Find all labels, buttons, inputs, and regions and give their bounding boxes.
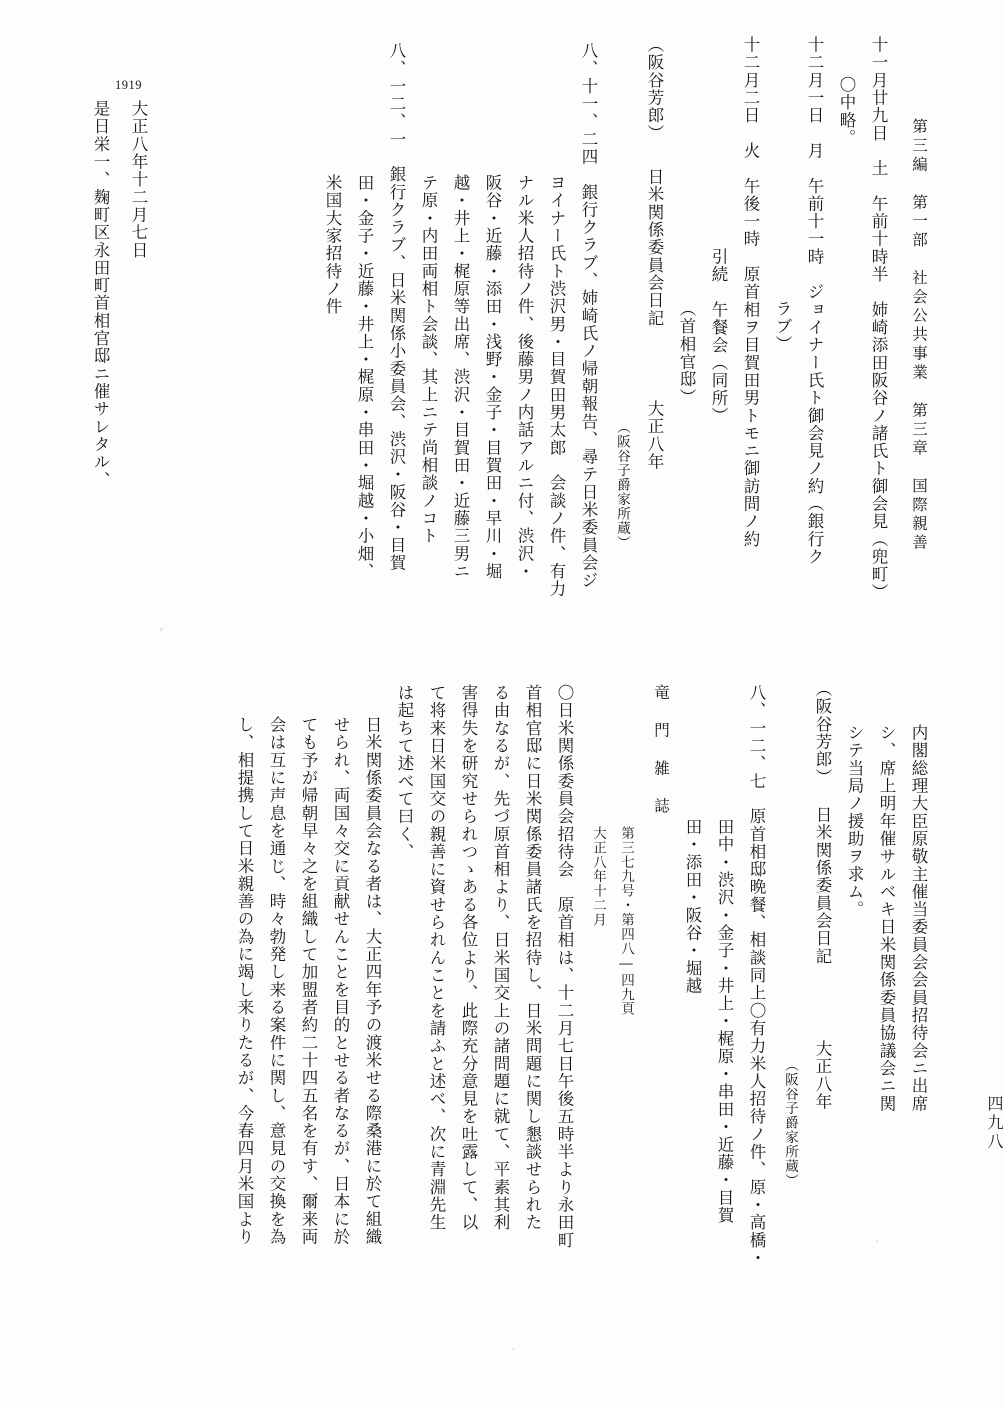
left-diary-item-3: 田・添田・阪谷・堀越 bbox=[683, 818, 702, 995]
left-diary-item-2: 田中・渋沢・金子・井上・梶原・串田・近藤・目賀 bbox=[715, 818, 734, 1225]
right-diary-item-8: 田・金子・近藤・井上・梶原・串田・堀越・小畑、 bbox=[355, 174, 374, 581]
magazine-date: 大正八年十二月 bbox=[590, 826, 606, 928]
cabinet-note-line-2: シ、席上明年催サルベキ日米関係委員協議会ニ関 bbox=[877, 724, 896, 1113]
right-diary-item-2: ヨイナー氏ト渋沢男・目賀田男太郎 会談ノ件、有力 bbox=[547, 174, 566, 598]
paper-speck bbox=[876, 1240, 878, 1242]
article-line-11: し、相提携して日米親善の為に竭し来りたるが、今春四月米国より bbox=[235, 716, 254, 1246]
paper-speck bbox=[160, 628, 163, 631]
article-line-4: 害得失を研究せられつゝある各位より、此際充分意見を吐露して、以 bbox=[459, 684, 478, 1232]
article-line-2: 首相官邸に日米関係委員諸氏を招待し、日米問題に関し懇談せられた bbox=[523, 684, 542, 1232]
magazine-title: 竜 門 雑 誌 bbox=[652, 684, 670, 817]
right-diary-item-6: テ原・内田両相ト会談、其上ニテ尚相談ノコト bbox=[419, 174, 438, 545]
article-line-1: 〇日米関係委員会招待会 原首相は、十二月七日午後五時半より永田町 bbox=[555, 684, 574, 1249]
entry-2-note: ラブ） bbox=[773, 300, 792, 353]
left-diary-item-1: 八、一二、七 原首相邸晩餐、相談同上〇有力米人招待ノ件、原・高橋・ bbox=[747, 684, 766, 1267]
entry-1-note: 〇中略。 bbox=[837, 76, 856, 147]
left-diary-era: 大正八年 bbox=[813, 1040, 832, 1111]
bottom-text: 是日栄一、麹町区永田町首相官邸ニ催サレタル、 bbox=[91, 100, 110, 489]
entry-3-note: （首相官邸） bbox=[677, 300, 696, 406]
article-line-10: 会は互に声息を通じ、時々勃発し来る案件に関し、意見の交換を為 bbox=[267, 716, 286, 1246]
entry-3-date: 十二月二日 火 午後一時 原首相ヲ目賀田男トモニ御訪問ノ約 bbox=[741, 36, 760, 548]
entry-3-note-sub: 引続 午餐会（同所） bbox=[709, 248, 728, 425]
cabinet-note-line-3: シテ当局ノ援助ヲ求ム。 bbox=[845, 724, 864, 919]
entry-1-date: 十一月廿九日 土 午前十時半 姉崎添田阪谷ノ諸氏ト御会見（兜町） bbox=[869, 36, 888, 601]
left-diary-author: （阪谷芳郎） bbox=[813, 680, 832, 786]
article-line-7: 日米関係委員会なる者は、大正四年予の渡米せる際桑港に於て組織 bbox=[363, 716, 382, 1246]
entry-2-date: 十二月一日 月 午前十一時 ジョイナー氏ト御会見ノ約（銀行ク bbox=[805, 36, 824, 566]
paper-speck bbox=[512, 1348, 514, 1350]
right-diary-item-5: 越・井上・梶原等出席、渋沢・目賀田・近藤三男ニ bbox=[451, 174, 470, 581]
bottom-era-date: 大正八年十二月七日 bbox=[129, 100, 148, 259]
article-line-8: せられ、両国々交に貢献せんことを目的とせる者なるが、日本に於 bbox=[331, 716, 350, 1246]
left-diary-title: 日米関係委員会日記 bbox=[813, 806, 832, 965]
right-diary-author: （阪谷芳郎） bbox=[645, 36, 664, 142]
right-diary-era: 大正八年 bbox=[645, 400, 664, 471]
right-diary-source: （阪谷子爵家所蔵） bbox=[614, 420, 630, 551]
article-line-5: て将来日米国交の親善に資せられんことを請ふと述べ、次に青淵先生 bbox=[427, 684, 446, 1232]
left-diary-source: （阪谷子爵家所蔵） bbox=[782, 1058, 798, 1189]
article-line-9: ても予が帰朝早々之を組織して加盟者約二十四五名を有す、爾来両 bbox=[299, 716, 318, 1246]
right-diary-item-3: ナル米人招待ノ件、後藤男ノ内話アルニ付、渋沢・ bbox=[515, 174, 534, 581]
right-diary-item-9: 米国大家招待ノ件 bbox=[323, 174, 342, 316]
article-line-3: る由なるが、先づ原首相より、日米国交上の諸問題に就て、平素其利 bbox=[491, 684, 510, 1232]
series-heading: 第三編 第一部 社会公共事業 第三章 国際親善 bbox=[910, 118, 928, 553]
right-diary-item-7: 八、一二、一 銀行クラブ、日米関係小委員会、渋沢・阪谷・目賀 bbox=[387, 42, 406, 572]
article-line-6: は起ちて述べて曰く、 bbox=[395, 684, 414, 861]
right-diary-item-1: 八、十一、二四 銀行クラブ、姉崎氏ノ帰朝報告、尋テ日米委員会ジ bbox=[579, 42, 598, 590]
right-diary-title: 日米関係委員会日記 bbox=[645, 168, 664, 327]
page-number: 四九八 bbox=[985, 1095, 1004, 1152]
cabinet-note-line-1: 内閣総理大臣原敬主催当委員会会員招待会ニ出席 bbox=[909, 724, 928, 1113]
year-marker-latin: 1919 bbox=[115, 78, 142, 92]
right-diary-item-4: 阪谷・近藤・添田・浅野・金子・目賀田・早川・堀 bbox=[483, 174, 502, 581]
magazine-issue: 第三七九号・第四八―四九頁 bbox=[618, 826, 634, 1017]
